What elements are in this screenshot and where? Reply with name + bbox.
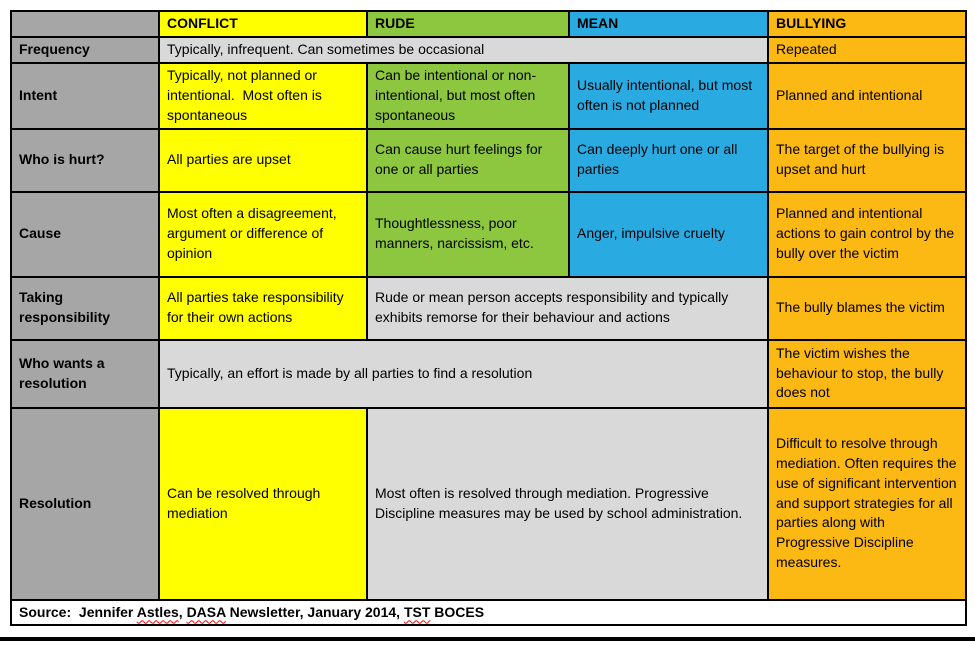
cell-intent-bullying: Planned and intentional (768, 63, 966, 129)
cell-who-is-hurt-bullying: The target of the bullying is upset and hurt (768, 129, 966, 192)
cell-intent-rude: Can be intentional or non-intentional, but most often spontaneous (367, 63, 569, 129)
source-text-part: , (178, 603, 187, 620)
row-resolution (11, 408, 966, 600)
cell-frequency-conflict-rude-mean: Typically, infrequent. Can sometimes be occasional (159, 37, 768, 63)
source-text-part: Newsletter, January 2014, (225, 603, 404, 620)
col-header-mean: MEAN (569, 11, 768, 37)
cell-taking-responsibility-rude-mean: Rude or mean person accepts responsibility and typically exhibits remorse for their behaviour and actions (367, 277, 768, 340)
row-label-frequency: Frequency (11, 37, 159, 63)
source-word-misspelled: Astles (136, 603, 179, 620)
cell-taking-responsibility-conflict: All parties take responsibility for their own actions (159, 277, 367, 340)
col-header-rude: RUDE (367, 11, 569, 37)
source-citation (11, 600, 966, 626)
source-word-misspelled: TST (403, 603, 431, 620)
source-word-misspelled: DASA (186, 603, 226, 620)
cell-intent-mean: Usually intentional, but most often is not planned (569, 63, 768, 129)
row-label-cause: Cause (11, 192, 159, 277)
row-taking-responsibility (11, 277, 966, 340)
cell-taking-responsibility-bullying: The bully blames the victim (768, 277, 966, 340)
cell-resolution-rude-mean: Most often is resolved through mediation. Progressive Discipline measures may be used by school administration. (367, 408, 768, 600)
cell-cause-mean: Anger, impulsive cruelty (569, 192, 768, 277)
cell-who-is-hurt-rude: Can cause hurt feelings for one or all parties (367, 129, 569, 192)
row-intent (11, 63, 966, 129)
cell-cause-rude: Thoughtlessness, poor manners, narcissism, etc. (367, 192, 569, 277)
row-label-who-is-hurt: Who is hurt? (11, 129, 159, 192)
row-who-is-hurt (11, 129, 966, 192)
cell-resolution-bullying: Difficult to resolve through mediation. Often requires the use of significant intervention and support strategies for all parties along with Progressive Discipline measures. (768, 408, 966, 600)
row-cause (11, 192, 966, 277)
behavior-comparison-table (10, 10, 967, 626)
cell-who-wants-resolution-conflict-rude-mean: Typically, an effort is made by all parties to find a resolution (159, 340, 768, 408)
cell-who-is-hurt-mean: Can deeply hurt one or all parties (569, 129, 768, 192)
col-header-conflict: CONFLICT (159, 11, 367, 37)
source-text-part: BOCES (430, 603, 485, 620)
row-label-who-wants-resolution: Who wants a resolution (11, 340, 159, 408)
col-header-bullying: BULLYING (768, 11, 966, 37)
cell-cause-bullying: Planned and intentional actions to gain control by the bully over the victim (768, 192, 966, 277)
row-frequency (11, 37, 966, 63)
row-who-wants-resolution (11, 340, 966, 408)
row-label-intent: Intent (11, 63, 159, 129)
header-row (11, 11, 966, 37)
cell-frequency-bullying: Repeated (768, 37, 966, 63)
cell-who-is-hurt-conflict: All parties are upset (159, 129, 367, 192)
cell-who-wants-resolution-bullying: The victim wishes the behaviour to stop, the bully does not (768, 340, 966, 408)
corner-cell (11, 11, 159, 37)
row-label-resolution: Resolution (11, 408, 159, 600)
cell-resolution-conflict: Can be resolved through mediation (159, 408, 367, 600)
cell-cause-conflict: Most often a disagreement, argument or difference of opinion (159, 192, 367, 277)
source-text-part: Source: Jennifer (19, 603, 137, 620)
bottom-border-line (0, 637, 975, 641)
cell-intent-conflict: Typically, not planned or intentional. Most often is spontaneous (159, 63, 367, 129)
row-label-taking-responsibility: Taking responsibility (11, 277, 159, 340)
source-row (11, 600, 966, 626)
